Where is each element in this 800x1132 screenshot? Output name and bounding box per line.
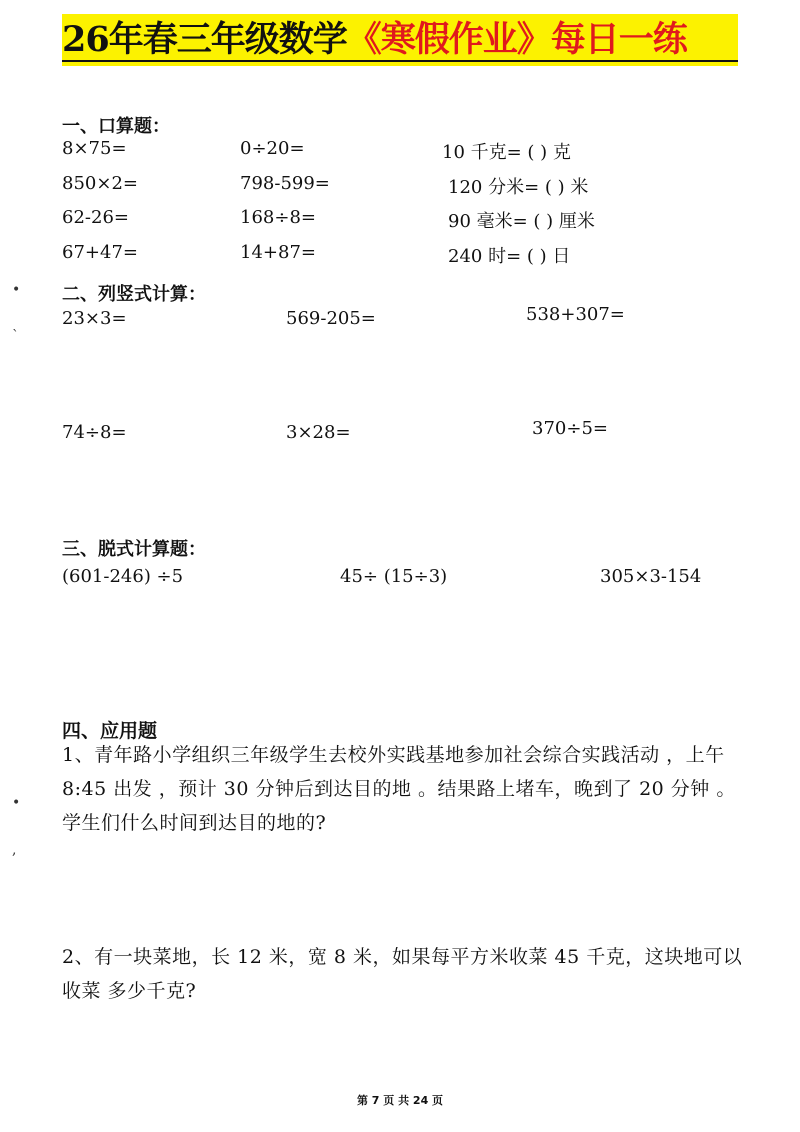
vertical-calc-item: 538+307= [526,304,625,325]
stepwise-calc-item: (601-246) ÷5 [62,566,184,587]
title-part-2: 《寒假作业》 [346,19,551,60]
oral-item: 850×2= [62,173,138,194]
title-part-1: 26年春三年级数学 [62,19,347,60]
word-problem-2: 2、有一块菜地，长 12 米，宽 8 米，如果每平方米收菜 45 千克，这块地可以收菜 多少千克? [62,946,743,1002]
vertical-calc-item: 3×28= [286,422,351,443]
conversion-item: 240 时= ( ) 日 [448,246,571,267]
oral-item: 8×75= [62,138,127,159]
oral-item: 0÷20= [240,138,305,159]
oral-item: 168÷8= [240,207,316,228]
vertical-calc-item: 23×3= [62,308,127,329]
conversion-item: 120 分米= ( ) 米 [448,177,589,198]
section-1-heading: 一、口算题： [62,116,170,137]
conversion-item: 90 毫米= ( ) 厘米 [448,211,595,232]
conversion-item: 10 千克= ( ) 克 [442,142,571,163]
vertical-calc-item: 74÷8= [62,422,127,443]
page-footer: 第 7 页 共 24 页 [356,1094,444,1107]
section-3-heading: 三、脱式计算题： [62,539,206,560]
title-underline [62,60,738,62]
scan-mark: ˋ [12,328,19,344]
scan-mark: • [12,795,21,811]
section-4-heading: 四、应用题 [62,720,158,742]
scan-mark: • [12,282,21,298]
oral-item: 62-26= [62,207,129,228]
section-2-heading: 二、列竖式计算： [62,284,206,305]
oral-item: 67+47= [62,242,138,263]
oral-item: 798-599= [240,173,330,194]
scan-mark: , [12,842,17,858]
word-problem-1: 1、青年路小学组织三年级学生去校外实践基地参加社会综合实践活动 ，上午 8:45 出发 ，预计 30 分钟后到达目的地 。结果路上堵车，晚到了 20 分钟 。学生们什么时间到达目的地的? [62,744,736,834]
oral-item: 14+87= [240,242,316,263]
stepwise-calc-item: 45÷ (15÷3) [340,566,448,587]
vertical-calc-item: 569-205= [286,308,376,329]
vertical-calc-item: 370÷5= [532,418,608,439]
page-title [62,14,738,66]
stepwise-calc-item: 305×3-154 [600,566,702,587]
title-part-3: 每日一练 [550,19,687,60]
